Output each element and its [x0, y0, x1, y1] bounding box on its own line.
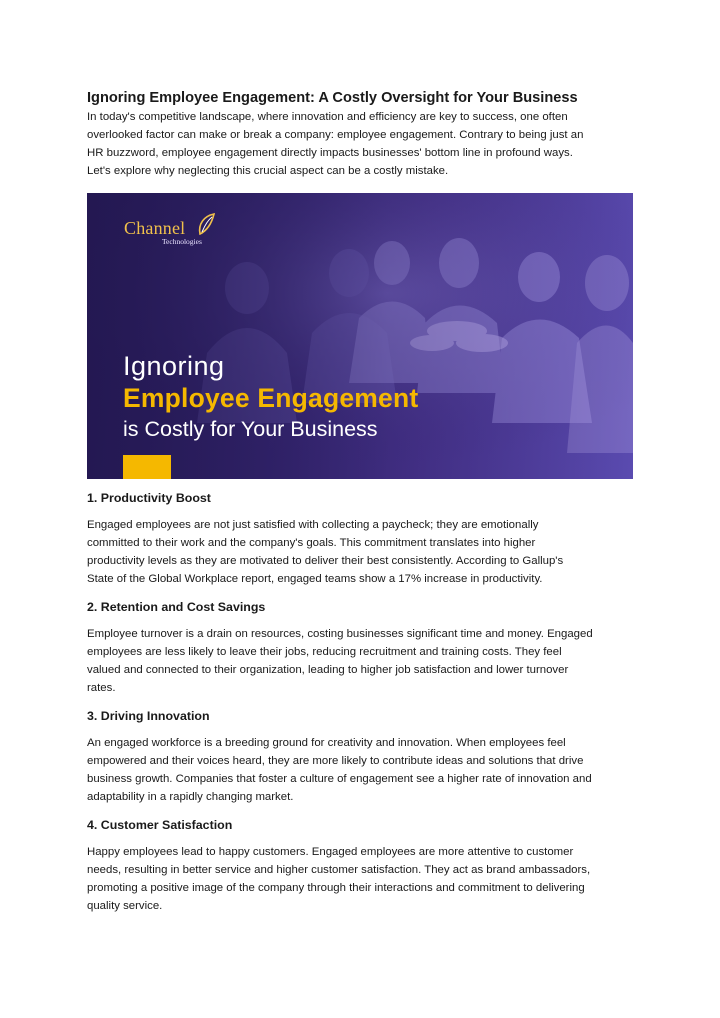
paragraph-line: business growth. Companies that foster a culture of engagement see a higher rate of innovation and [87, 773, 592, 785]
section-paragraph [87, 734, 635, 806]
paragraph-line: Engaged employees are not just satisfied with collecting a paycheck; they are emotionally [87, 519, 539, 531]
section-productivity [87, 489, 635, 588]
section-heading: 3. Driving Innovation [87, 709, 210, 723]
paragraph-line: Happy employees lead to happy customers. Engaged employees are more attentive to customer [87, 846, 574, 858]
intro-line: In today's competitive landscape, where innovation and efficiency are key to success, one often [87, 111, 568, 123]
hero-headline-line2: Employee Engagement [123, 383, 419, 413]
hero-headline-line1: Ignoring [123, 351, 225, 381]
paragraph-line: An engaged workforce is a breeding ground for creativity and innovation. When employees feel [87, 737, 566, 749]
paragraph-line: empowered and their voices heard, they are more likely to contribute ideas and solutions that drive [87, 755, 584, 767]
hero-accent-bar [123, 455, 171, 479]
section-retention [87, 598, 635, 697]
paragraph-line: promoting a positive image of the company through their interactions and commitment to delivering [87, 882, 585, 894]
document-page [87, 88, 635, 915]
document-title: Ignoring Employee Engagement: A Costly Oversight for Your Business [87, 90, 578, 106]
logo-leaf-icon [196, 212, 218, 236]
paragraph-line: needs, resulting in better service and higher customer satisfaction. They act as brand ambassadors, [87, 864, 591, 876]
logo-wordmark: Channel [124, 218, 186, 238]
paragraph-line: productivity levels as they are motivated to deliver their best consistently. According to Gallup's [87, 555, 564, 567]
paragraph-line: adaptability in a rapidly changing market. [87, 791, 294, 803]
intro-paragraph [87, 108, 635, 180]
hero-headline-line3: is Costly for Your Business [123, 417, 378, 441]
paragraph-line: quality service. [87, 900, 163, 912]
channel-technologies-logo [124, 216, 244, 246]
paragraph-line: valued and connected to their organization, leading to higher job satisfaction and lower turnover [87, 664, 569, 676]
intro-line: overlooked factor can make or break a company: employee engagement. Contrary to being just an [87, 129, 584, 141]
intro-line: Let's explore why neglecting this crucial aspect can be a costly mistake. [87, 165, 449, 177]
section-paragraph [87, 843, 635, 915]
paragraph-line: rates. [87, 682, 116, 694]
hero-banner-image [87, 193, 633, 479]
section-customer-satisfaction [87, 816, 635, 915]
paragraph-line: employees are less likely to leave their jobs, reducing recruitment and training costs. They feel [87, 646, 562, 658]
logo-subtitle: Technologies [162, 237, 202, 246]
section-paragraph [87, 625, 635, 697]
intro-line: HR buzzword, employee engagement directly impacts businesses' bottom line in profound ways. [87, 147, 573, 159]
section-heading: 2. Retention and Cost Savings [87, 600, 266, 614]
paragraph-line: State of the Global Workplace report, engaged teams show a 17% increase in productivity. [87, 573, 543, 585]
section-innovation [87, 707, 635, 806]
section-heading: 1. Productivity Boost [87, 491, 211, 505]
paragraph-line: committed to their work and the company's goals. This commitment translates into higher [87, 537, 536, 549]
section-heading: 4. Customer Satisfaction [87, 818, 233, 832]
paragraph-line: Employee turnover is a drain on resources, costing businesses significant time and money. Engaged [87, 628, 593, 640]
section-paragraph [87, 516, 635, 588]
